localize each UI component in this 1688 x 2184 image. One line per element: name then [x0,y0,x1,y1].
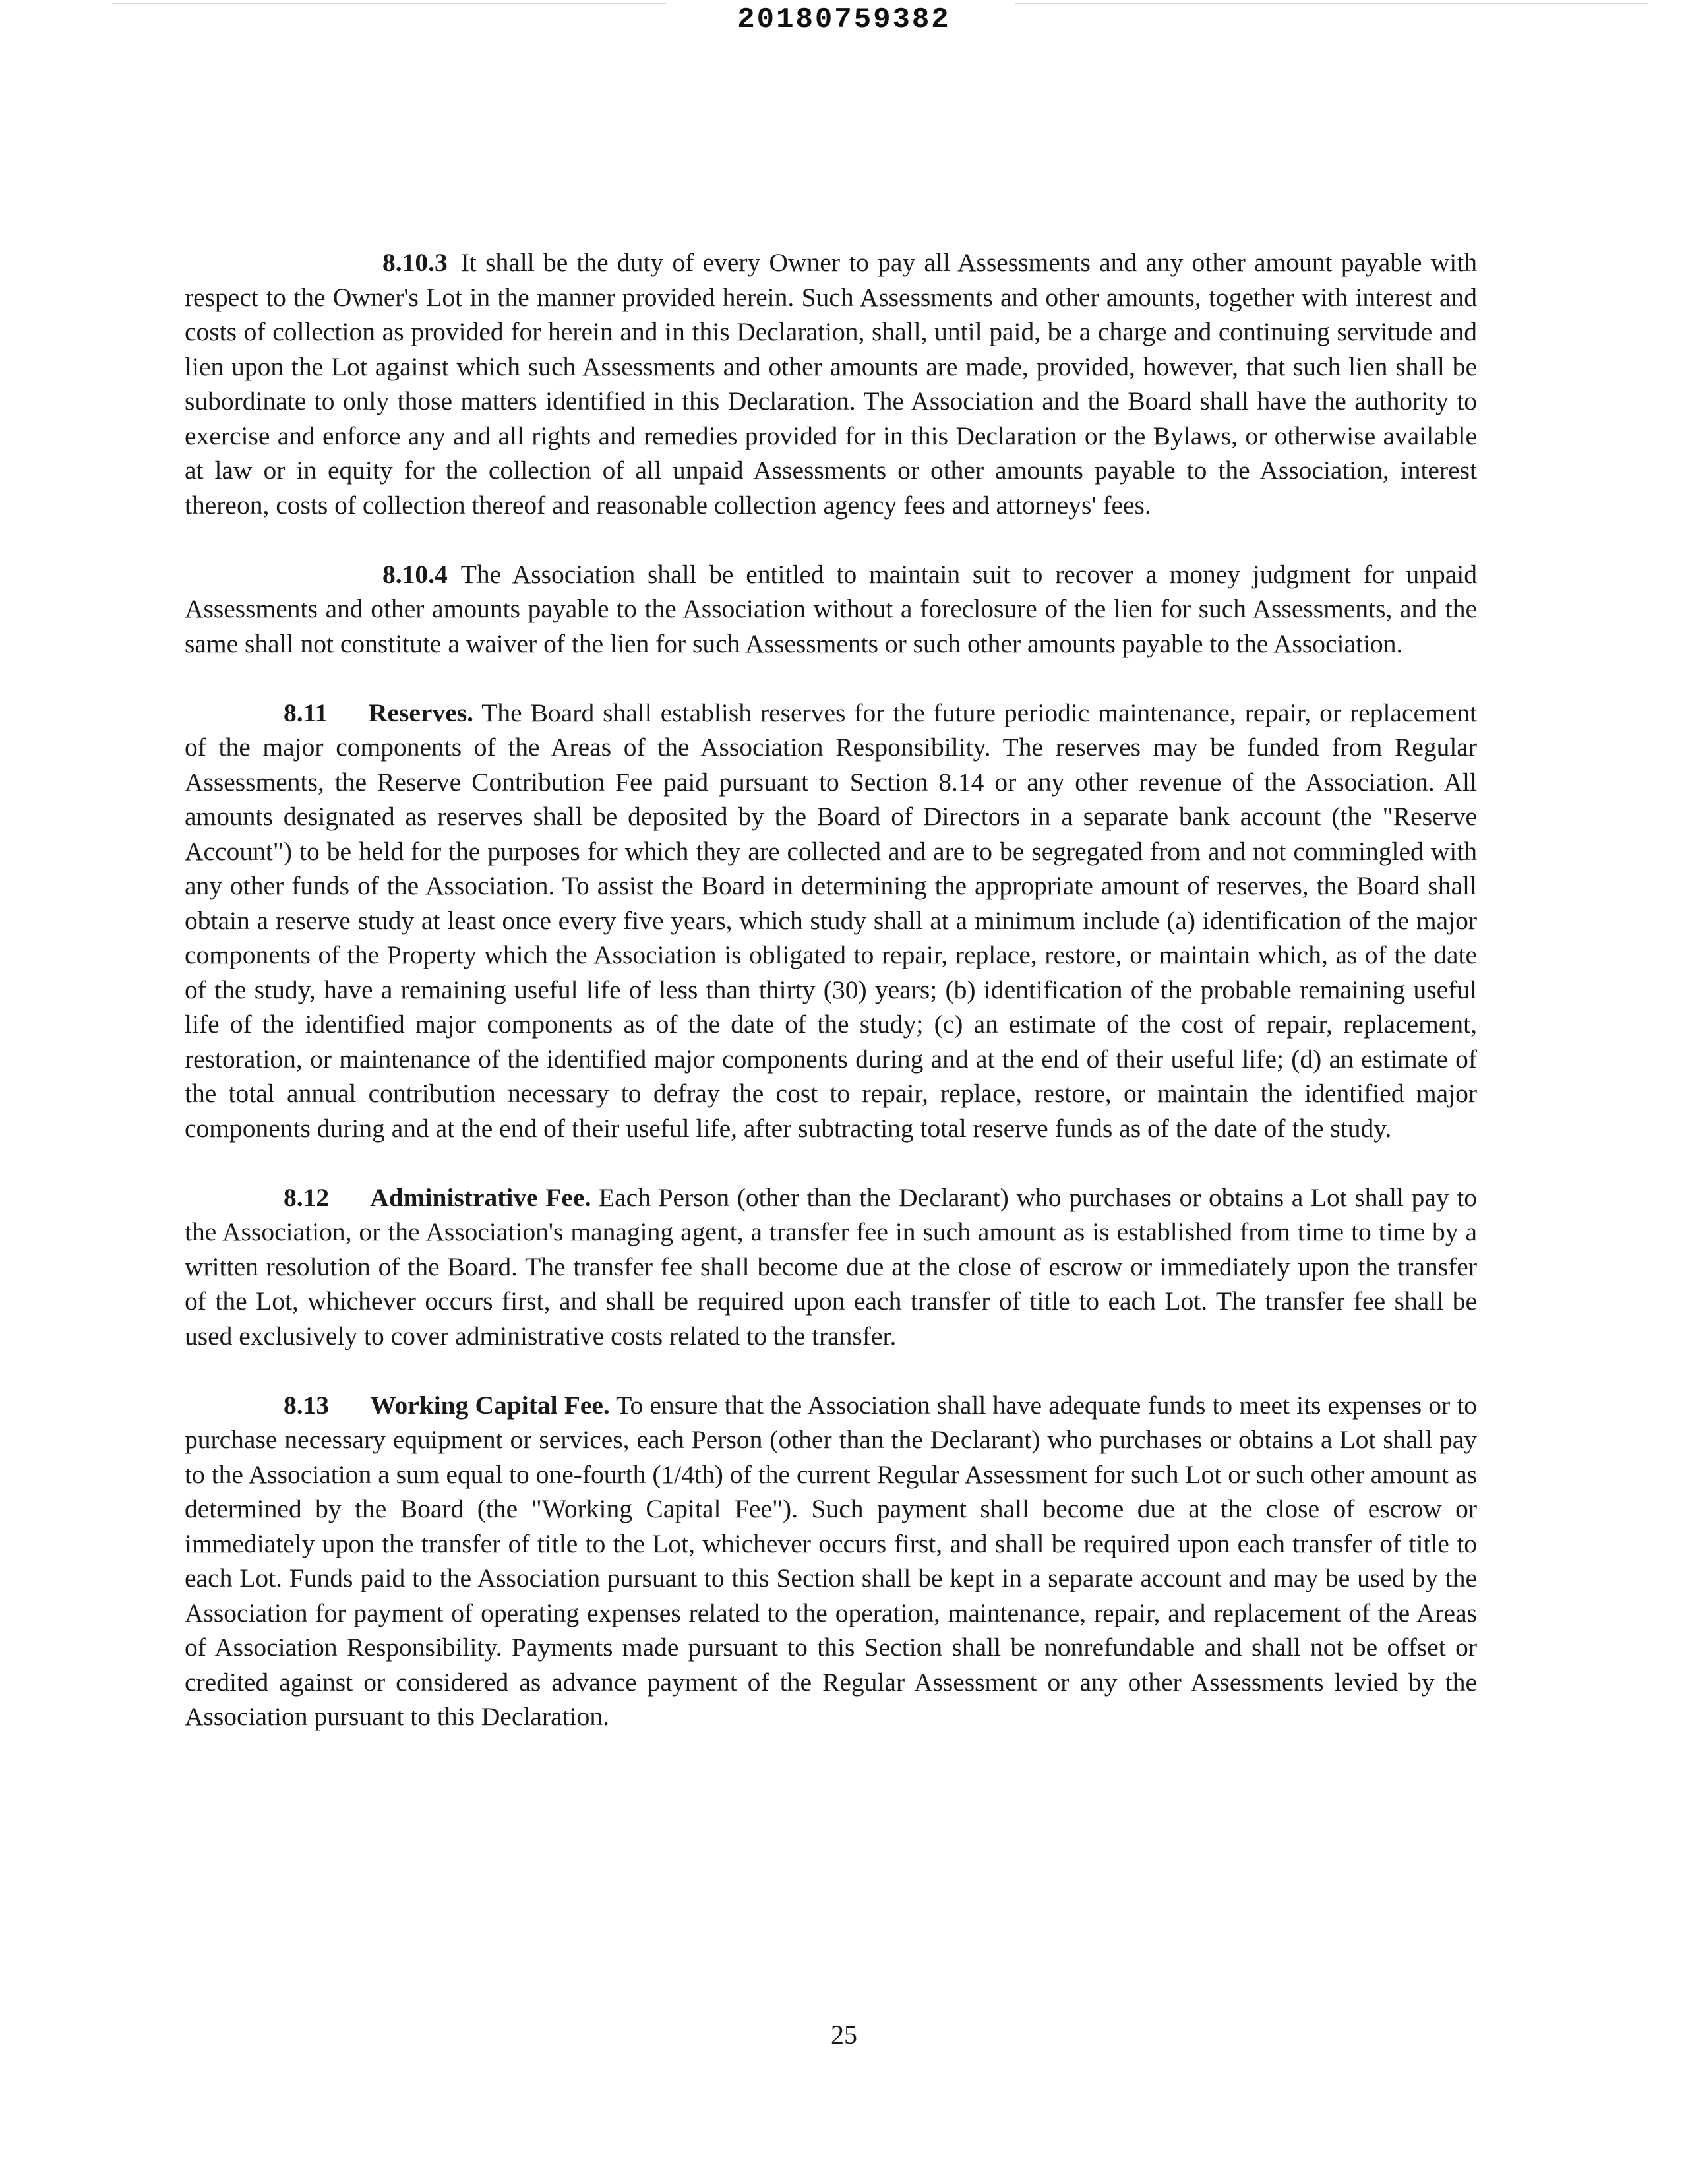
section-text: To ensure that the Association shall have adequate funds to meet its expenses or to purchase necessary equipment or services, each Person (other than the Declarant) who purchases or obtains a Lot shall pay to the Association a sum equal to one-fourth (1/4th) of the current Regular Assessment for such Lot or such other amount as determined by the Board (the "Working Capital Fee"). Such payment shall become due at the close of escrow or immediately upon the transfer of title to the Lot, whichever occurs first, and shall be required upon each transfer of title to each Lot. Funds paid to the Association pursuant to this Section shall be kept in a separate account and may be used by the Association for payment of operating expenses related to the operation, maintenance, repair, and replacement of the Areas of Association Responsibility. Payments made pursuant to this Section shall be nonrefundable and shall not be offset or credited against or considered as advance payment of the Regular Assessment or any other Assessments levied by the Association pursuant to this Declaration. [185,1390,1477,1731]
section-8-10-3 [185,245,1477,522]
section-text: The Association shall be entitled to maintain suit to recover a money judgment for unpaid Assessments and other amounts payable to the Association without a foreclosure of the lien for such Assessments, and the same shall not constitute a waiver of the lien for such Assessments or such other amounts payable to the Association. [185,559,1477,658]
section-heading: Administrative Fee. [370,1182,591,1212]
section-heading: Working Capital Fee. [370,1390,610,1420]
section-number: 8.13 [284,1390,330,1420]
section-number: 8.12 [284,1182,330,1212]
section-number: 8.10.4 [382,559,448,589]
section-8-13 [185,1388,1477,1734]
section-heading: Reserves. [368,698,473,727]
section-text: Each Person (other than the Declarant) who purchases or obtains a Lot shall pay to the Association, or the Association's managing agent, a transfer fee in such amount as is established from time to time by a written resolution of the Board. The transfer fee shall become due at the close of escrow or immediately upon the transfer of the Lot, whichever occurs first, and shall be required upon each transfer of title to each Lot. The transfer fee shall be used exclusively to cover administrative costs related to the transfer. [185,1182,1478,1350]
section-8-12 [185,1180,1477,1354]
section-number: 8.10.3 [382,248,448,277]
section-8-11 [185,696,1477,1146]
section-number: 8.11 [284,698,328,727]
section-text: It shall be the duty of every Owner to pay all Assessments and any other amount payable with respect to the Owner's Lot in the manner provided herein. Such Assessments and other amounts, together with interest and costs of collection as provided for herein and in this Declaration, shall, until paid, be a charge and continuing servitude and lien upon the Lot against which such Assessments and other amounts are made, provided, however, that such lien shall be subordinate to only those matters identified in this Declaration. The Association and the Board shall have the authority to exercise and enforce any and all rights and remedies provided for in this Declaration or the Bylaws, or otherwise available at law or in equity for the collection of all unpaid Assessments or other amounts payable to the Association, interest thereon, costs of collection thereof and reasonable collection agency fees and attorneys' fees. [185,248,1477,520]
document-number: 20180759382 [737,3,951,36]
document-body [185,245,1477,1769]
section-text: The Board shall establish reserves for the future periodic maintenance, repair, or replacement of the major components of the Areas of the Association Responsibility. The reserves may be funded from Regular Assessments, the Reserve Contribution Fee paid pursuant to Section 8.14 or any other revenue of the Association. All amounts designated as reserves shall be deposited by the Board of Directors in a separate bank account (the "Reserve Account") to be held for the purposes for which they are collected and are to be segregated from and not commingled with any other funds of the Association. To assist the Board in determining the appropriate amount of reserves, the Board shall obtain a reserve study at least once every five years, which study shall at a minimum include (a) identification of the major components of the Property which the Association is obligated to repair, replace, restore, or maintain which, as of the date of the study, have a remaining useful life of less than thirty (30) years; (b) identification of the probable remaining useful life of the identified major components as of the date of the study; (c) an estimate of the cost of repair, replacement, restoration, or maintenance of the identified major components during and at the end of their useful life; (d) an estimate of the total annual contribution necessary to defray the cost to repair, replace, restore, or maintain the identified major components during and at the end of their useful life, after subtracting total reserve funds as of the date of the study. [185,698,1477,1143]
page-number: 25 [831,2020,857,2049]
section-8-10-4 [185,557,1477,661]
